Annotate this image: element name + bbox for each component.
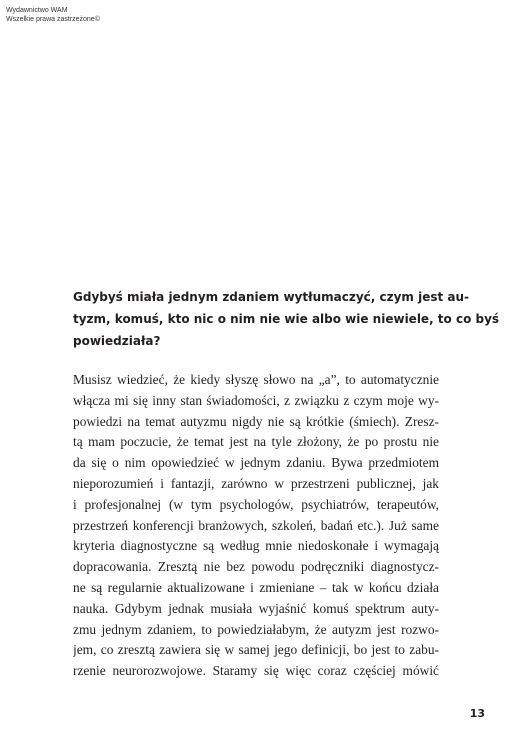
- publisher-name: Wydawnictwo WAM: [6, 7, 68, 14]
- answer-line: nauka. Gdybym jednak musiała wyjaśnić komuś spektrum auty-: [73, 600, 439, 616]
- page-header: [6, 6, 100, 24]
- question-line: tyzm, komuś, kto nic o nim nie wie albo wie niewiele, to co byś: [73, 312, 500, 326]
- answer-line: włącza mi się inny stan świadomości, z związku z czym moje wy-: [73, 392, 439, 408]
- answer-line: powiedzi na temat autyzmu nigdy nie są krótkie (śmiech). Zresz-: [73, 413, 439, 429]
- answer-line: rzenie neurorozwojowe. Staramy się więc coraz częściej mówić: [73, 663, 439, 679]
- interview-answer: [73, 370, 439, 682]
- question-line: Gdybyś miała jednym zdaniem wytłumaczyć, czym jest au-: [73, 290, 470, 304]
- interview-question: [73, 286, 500, 352]
- answer-line: zmu jednym zdaniem, to powiedziałabym, że autyzm jest rozwo-: [73, 621, 439, 637]
- answer-line: nieporozumień i fantazji, zarówno w przestrzeni publicznej, jak: [73, 475, 439, 491]
- answer-line: i profesjonalnej (w tym psychologów, psychiatrów, terapeutów,: [73, 496, 439, 512]
- answer-line: da się o nim opowiedzieć w jednym zdaniu. Bywa przedmiotem: [73, 455, 439, 471]
- answer-line: Musisz wiedzieć, że kiedy słyszę słowo na „a”, to automatycznie: [73, 372, 439, 387]
- answer-line: ne są regularnie aktualizowane i zmieniane – tak w końcu działa: [73, 579, 439, 595]
- answer-line: przestrzeń konferencji branżowych, szkoleń, badań etc.). Już same: [73, 517, 439, 533]
- answer-line: jem, co zresztą zawiera się w samej jego definicji, bo jest to zabu-: [73, 642, 439, 658]
- answer-line: tą mam poczucie, że temat jest na tyle złożony, że po prostu nie: [73, 434, 439, 450]
- question-line: powiedziała?: [73, 334, 161, 348]
- answer-line: dopracowania. Zresztą nie bez powodu podręczniki diagnostycz-: [73, 559, 439, 575]
- page-number: 13: [469, 707, 485, 720]
- copyright-notice: Wszelkie prawa zastrzeżone©: [6, 16, 100, 23]
- answer-line: kryteria diagnostyczne są według mnie niedoskonałe i wymagają: [73, 538, 439, 554]
